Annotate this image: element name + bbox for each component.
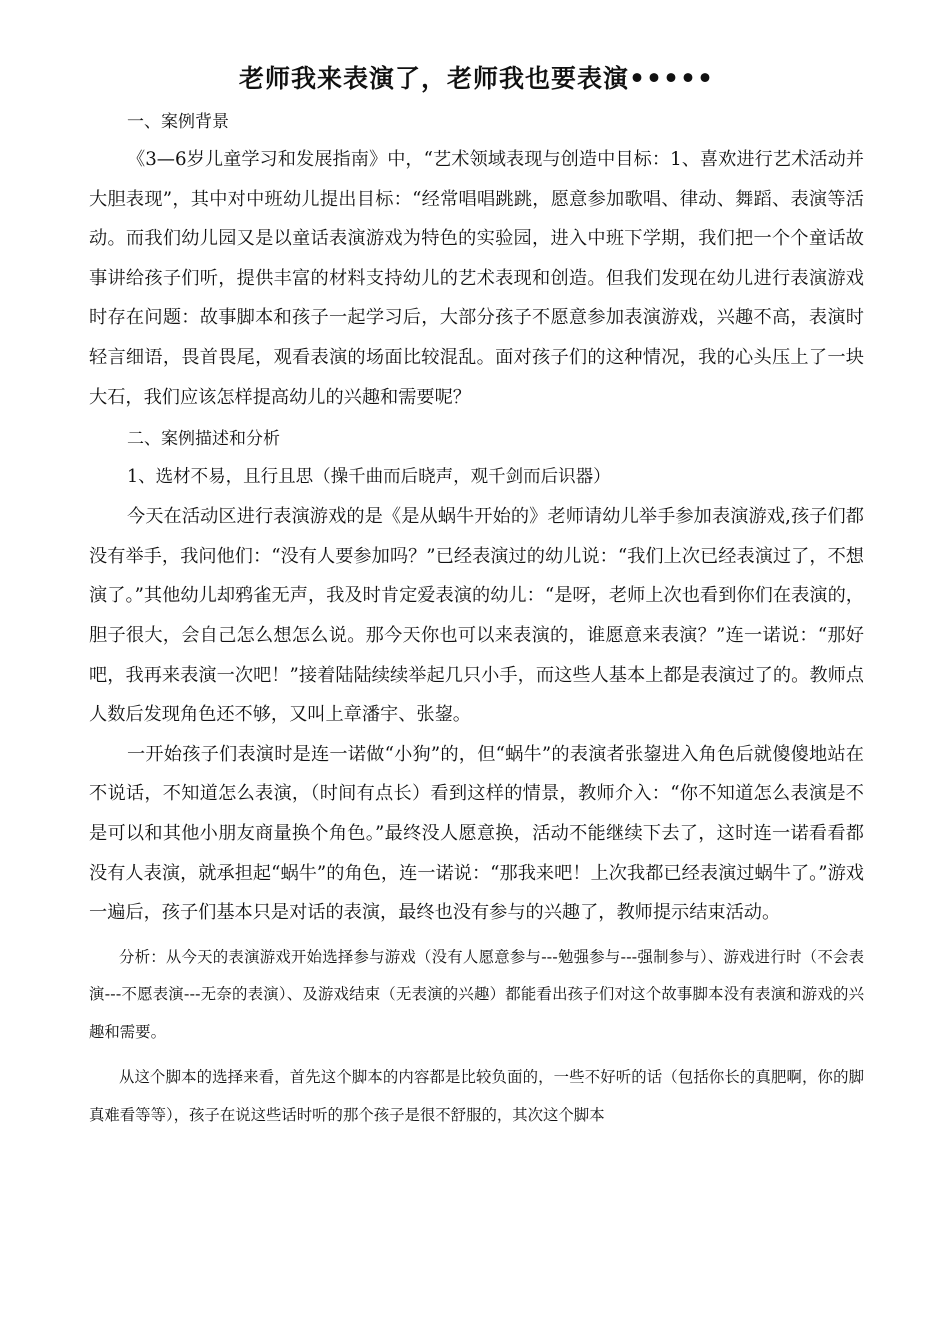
case-paragraph-2: 一开始孩子们表演时是连一诺做“小狗”的，但“蜗牛”的表演者张鋆进入角色后就傻傻地站在不说话，不知道怎么表演，（时间有点长）看到这样的情景，教师介入：“你不知道怎么表演是不是可以和其他小朋友商量换个角色。”最终没人愿意换，活动不能继续下去了，这时连一诺看看都没有人表演，就承担起“蜗牛”的角色，连一诺说：“那我来吧！上次我都已经表演过蜗牛了。”游戏一遍后，孩子们基本只是对话的表演，最终也没有参与的兴趣了，教师提示结束活动。 [89,743,864,924]
sub-heading-1: 1、选材不易，且行且思（操千曲而后晓声，观千剑而后识器） [127,467,611,488]
document-title: 老师我来表演了，老师我也要表演••••• [239,64,714,93]
section-heading-background: 一、案例背景 [127,112,229,132]
analysis-paragraph-1: 分析：从今天的表演游戏开始选择参与游戏（没有人愿意参与---勉强参与---强制参与）、游戏进行时（不会表演---不愿表演---无奈的表演）、及游戏结束（无表演的兴趣）都能看出孩子们对这个故事脚本没有表演和游戏的兴趣和需要。 [89,947,864,1041]
analysis-paragraph-2: 从这个脚本的选择来看，首先这个脚本的内容都是比较负面的，一些不好听的话（包括你长的真肥啊，你的脚真难看等等），孩子在说这些话时听的那个孩子是很不舒服的，其次这个脚本 [89,1068,864,1124]
section-heading-analysis: 二、案例描述和分析 [127,429,280,450]
background-paragraph: 《3—6岁儿童学习和发展指南》中，“艺术领域表现与创造中目标：1、喜欢进行艺术活动并大胆表现”，其中对中班幼儿提出目标：“经常唱唱跳跳，愿意参加歌唱、律动、舞蹈、表演等活动。而我们幼儿园又是以童话表演游戏为特色的实验园，进入中班下学期，我们把一个个童话故事讲给孩子们听，提供丰富的材料支持幼儿的艺术表现和创造。但我们发现在幼儿进行表演游戏时存在问题：故事脚本和孩子一起学习后，大部分孩子不愿意参加表演游戏，兴趣不高，表演时轻言细语，畏首畏尾，观看表演的场面比较混乱。面对孩子们的这种情况，我的心头压上了一块大石，我们应该怎样提高幼儿的兴趣和需要呢？ [89,149,864,408]
case-paragraph-1: 今天在活动区进行表演游戏的是《是从蜗牛开始的》老师请幼儿举手参加表演游戏,孩子们都没有举手，我问他们：“没有人要参加吗？”已经表演过的幼儿说：“我们上次已经表演过了，不想演了。”其他幼儿却鸦雀无声，我及时肯定爱表演的幼儿：“是呀，老师上次也看到你们在表演的，胆子很大，会自己怎么想怎么说。那今天你也可以来表演的，谁愿意来表演？”连一诺说：“那好吧，我再来表演一次吧！”接着陆陆续续举起几只小手，而这些人基本上都是表演过了的。教师点人数后发现角色还不够，又叫上章潘宇、张鋆。 [89,506,864,726]
